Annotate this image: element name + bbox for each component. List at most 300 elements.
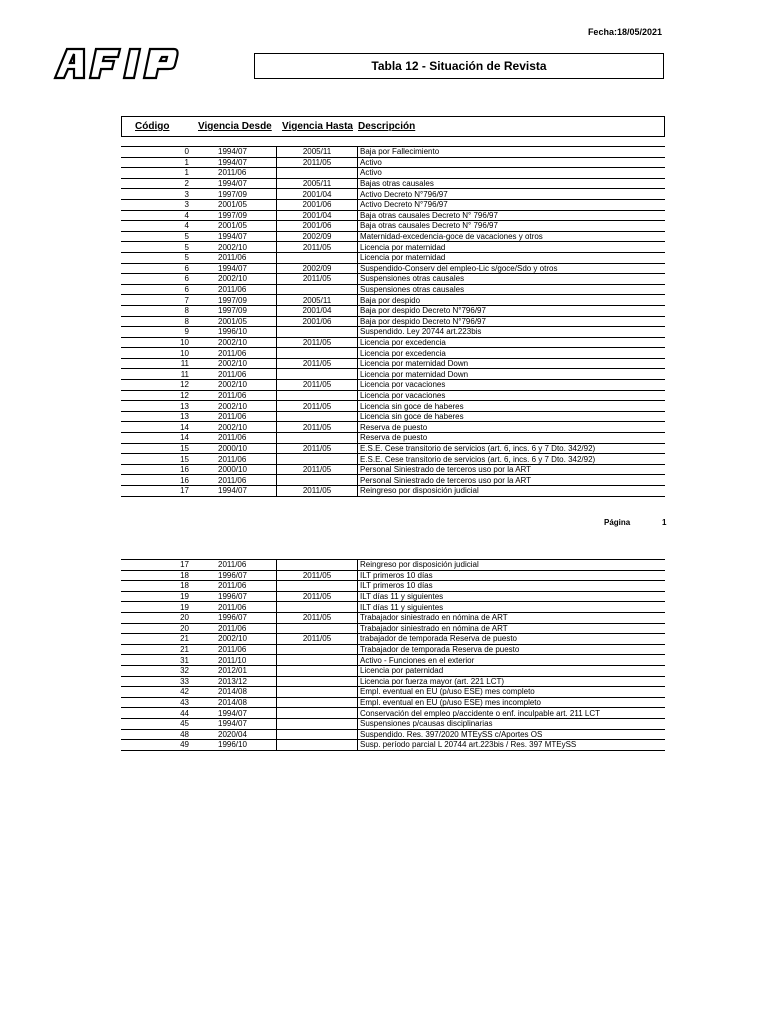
row-descripcion: Licencia por excedencia [358,337,666,348]
row-codigo: 16 [121,475,190,486]
row-descripcion: Reserva de puesto [358,422,666,433]
table-row [121,464,665,475]
row-vigencia-desde [190,305,277,316]
row-vigencia-hasta: 2011/05 [277,337,358,348]
row-vigencia-hasta [277,602,358,613]
row-vigencia-desde-value: 2011/06 [218,390,247,400]
table-row [121,454,665,465]
row-vigencia-desde-value: 1996/10 [218,327,247,337]
row-vigencia-desde-value: 1994/07 [218,263,247,273]
row-vigencia-desde-value: 1996/07 [218,570,247,580]
row-vigencia-hasta [277,665,358,676]
table-row [121,358,665,369]
table-row [121,634,665,645]
row-descripcion: Trabajador de temporada Reserva de puesto [358,644,666,655]
row-vigencia-desde-value: 2000/10 [218,443,247,453]
row-vigencia-hasta: 2011/05 [277,401,358,412]
row-codigo: 19 [121,602,190,613]
row-vigencia-desde-value: 1997/09 [218,210,247,220]
row-descripcion: Conservación del empleo p/accidente o enf. inculpable art. 211 LCT [358,708,666,719]
row-vigencia-desde-value: 1997/09 [218,306,247,316]
table-row [121,475,665,486]
row-vigencia-desde-value: 2002/10 [218,337,247,347]
column-descripcion: Descripción [358,121,416,132]
row-vigencia-desde [190,454,277,465]
row-descripcion: Baja por despido [358,295,666,306]
row-vigencia-desde [190,295,277,306]
row-vigencia-desde-value: 2011/06 [218,348,247,358]
row-codigo: 14 [121,422,190,433]
row-vigencia-desde [190,189,277,200]
row-vigencia-desde [190,178,277,189]
row-descripcion: Suspendido. Ley 20744 art.223bis [358,327,666,338]
row-vigencia-desde-value: 2020/04 [218,729,247,739]
row-vigencia-hasta: 2011/05 [277,380,358,391]
table-row [121,581,665,592]
table-row [121,740,665,751]
row-vigencia-desde [190,443,277,454]
row-codigo: 12 [121,390,190,401]
row-vigencia-desde [190,147,277,158]
table-row [121,157,665,168]
table-row [121,147,665,158]
row-codigo: 17 [121,486,190,497]
row-vigencia-desde [190,634,277,645]
column-codigo: Código [135,121,170,132]
row-descripcion: Activo Decreto N°796/97 [358,199,666,210]
row-codigo: 3 [121,189,190,200]
row-vigencia-desde [190,242,277,253]
row-codigo: 18 [121,581,190,592]
row-vigencia-desde-value: 1997/09 [218,189,247,199]
table-row [121,676,665,687]
row-vigencia-hasta [277,655,358,666]
row-vigencia-desde-value: 2013/12 [218,676,247,686]
row-codigo: 6 [121,274,190,285]
row-codigo: 1 [121,157,190,168]
row-codigo: 4 [121,210,190,221]
row-vigencia-desde-value: 2002/10 [218,274,247,284]
row-vigencia-desde-value: 2011/06 [218,560,247,570]
row-vigencia-desde-value: 1994/07 [218,232,247,242]
table-row [121,380,665,391]
table-row [121,422,665,433]
row-descripcion: Personal Siniestrado de terceros uso por la ART [358,475,666,486]
row-vigencia-desde-value: 2002/10 [218,242,247,252]
row-vigencia-desde [190,369,277,380]
row-vigencia-hasta: 2005/11 [277,178,358,189]
row-vigencia-hasta [277,687,358,698]
row-descripcion: ILT primeros 10 días [358,581,666,592]
table-row [121,443,665,454]
row-codigo: 4 [121,221,190,232]
row-vigencia-hasta: 2011/05 [277,157,358,168]
row-vigencia-hasta: 2001/04 [277,210,358,221]
row-codigo: 17 [121,560,190,571]
row-vigencia-hasta: 2011/05 [277,591,358,602]
row-vigencia-desde [190,740,277,751]
table-row [121,316,665,327]
row-descripcion: Maternidad-excedencia-goce de vacaciones y otros [358,231,666,242]
row-descripcion: ILT primeros 10 días [358,570,666,581]
row-vigencia-hasta: 2005/11 [277,147,358,158]
table-row [121,718,665,729]
situacion-table-page-2 [121,559,665,751]
row-codigo: 8 [121,316,190,327]
row-descripcion: Empl. eventual en EU (p/uso ESE) mes completo [358,687,666,698]
row-vigencia-hasta [277,454,358,465]
row-vigencia-desde-value: 2002/10 [218,380,247,390]
row-vigencia-hasta: 2011/05 [277,486,358,497]
row-vigencia-hasta: 2011/05 [277,242,358,253]
row-vigencia-hasta [277,708,358,719]
row-vigencia-desde-value: 2011/06 [218,602,247,612]
row-codigo: 11 [121,358,190,369]
row-codigo: 8 [121,305,190,316]
row-vigencia-desde-value: 2011/06 [218,433,247,443]
situacion-table-page-1 [121,146,665,497]
row-codigo: 6 [121,284,190,295]
table-row [121,602,665,613]
row-codigo: 15 [121,443,190,454]
row-vigencia-hasta [277,623,358,634]
table-row [121,729,665,740]
row-vigencia-hasta [277,560,358,571]
table-row [121,263,665,274]
row-codigo: 5 [121,231,190,242]
row-vigencia-hasta [277,729,358,740]
row-vigencia-hasta: 2002/09 [277,231,358,242]
row-vigencia-desde [190,337,277,348]
row-vigencia-desde-value: 2014/08 [218,687,247,697]
table-row [121,252,665,263]
row-descripcion: Baja por despido Decreto N°796/97 [358,316,666,327]
table-row [121,390,665,401]
table-row [121,411,665,422]
row-codigo: 43 [121,697,190,708]
row-vigencia-hasta [277,475,358,486]
row-vigencia-hasta: 2001/06 [277,199,358,210]
row-vigencia-desde [190,284,277,295]
row-vigencia-hasta [277,411,358,422]
row-vigencia-desde [190,570,277,581]
row-vigencia-desde-value: 2001/05 [218,221,247,231]
row-vigencia-desde [190,676,277,687]
row-vigencia-desde [190,560,277,571]
row-vigencia-hasta [277,697,358,708]
row-vigencia-desde-value: 2011/06 [218,285,247,295]
row-descripcion: Trabajador siniestrado en nómina de ART [358,612,666,623]
table-row [121,697,665,708]
table-row [121,570,665,581]
row-descripcion: Baja por Fallecimiento [358,147,666,158]
row-vigencia-desde [190,433,277,444]
row-vigencia-desde-value: 2012/01 [218,666,247,676]
row-descripcion: Licencia sin goce de haberes [358,411,666,422]
row-vigencia-hasta [277,740,358,751]
row-vigencia-desde-value: 2011/06 [218,581,247,591]
row-vigencia-desde-value: 1994/07 [218,157,247,167]
row-codigo: 5 [121,252,190,263]
afip-logo [52,45,180,81]
table-row [121,369,665,380]
row-codigo: 1 [121,168,190,179]
row-descripcion: Baja otras causales Decreto N° 796/97 [358,221,666,232]
row-codigo: 10 [121,348,190,359]
row-descripcion: Licencia por vacaciones [358,380,666,391]
table-row [121,687,665,698]
row-vigencia-desde [190,411,277,422]
row-vigencia-hasta [277,168,358,179]
row-descripcion: Reingreso por disposición judicial [358,560,666,571]
row-vigencia-desde-value: 2011/06 [218,369,247,379]
report-date: Fecha:18/05/2021 [587,27,662,37]
table-row [121,348,665,359]
row-vigencia-desde [190,358,277,369]
row-vigencia-desde-value: 1996/10 [218,740,247,750]
row-vigencia-desde-value: 2011/06 [218,623,247,633]
row-codigo: 32 [121,665,190,676]
row-vigencia-hasta: 2011/05 [277,612,358,623]
row-vigencia-desde-value: 2011/06 [218,645,247,655]
row-codigo: 10 [121,337,190,348]
row-vigencia-desde-value: 2002/10 [218,634,247,644]
row-codigo: 13 [121,401,190,412]
row-descripcion: ILT días 11 y siguientes [358,591,666,602]
row-descripcion: Personal Siniestrado de terceros uso por la ART [358,464,666,475]
row-descripcion: Suspensiones otras causales [358,284,666,295]
row-codigo: 48 [121,729,190,740]
row-descripcion: E.S.E. Cese transitorio de servicios (art. 6, incs. 6 y 7 Dto. 342/92) [358,443,666,454]
row-codigo: 49 [121,740,190,751]
row-codigo: 44 [121,708,190,719]
page-label: Página [604,518,631,527]
row-vigencia-desde-value: 2002/10 [218,359,247,369]
row-vigencia-hasta: 2001/06 [277,316,358,327]
row-vigencia-desde-value: 1997/09 [218,295,247,305]
row-vigencia-hasta [277,676,358,687]
row-vigencia-desde-value: 2011/06 [218,412,247,422]
row-vigencia-hasta [277,284,358,295]
row-descripcion: Susp. período parcial L 20744 art.223bis / Res. 397 MTEySS [358,740,666,751]
row-descripcion: Suspensiones p/causas disciplinarias [358,718,666,729]
table-row [121,168,665,179]
row-vigencia-desde [190,708,277,719]
row-vigencia-desde [190,316,277,327]
row-vigencia-desde [190,644,277,655]
row-codigo: 21 [121,644,190,655]
row-codigo: 18 [121,570,190,581]
row-vigencia-hasta [277,433,358,444]
row-codigo: 13 [121,411,190,422]
row-vigencia-desde [190,612,277,623]
row-descripcion: Licencia por maternidad [358,242,666,253]
table-row [121,337,665,348]
row-vigencia-hasta: 2011/05 [277,274,358,285]
column-vigencia-desde: Vigencia Desde [198,121,272,132]
row-vigencia-desde-value: 2011/06 [218,253,247,263]
row-vigencia-desde [190,697,277,708]
table-row [121,231,665,242]
row-vigencia-desde [190,390,277,401]
row-vigencia-desde [190,464,277,475]
row-vigencia-hasta: 2011/05 [277,570,358,581]
table-row [121,612,665,623]
row-vigencia-desde-value: 1994/07 [218,708,247,718]
table-row [121,242,665,253]
table-row [121,210,665,221]
row-vigencia-desde [190,263,277,274]
row-vigencia-desde [190,210,277,221]
table-row [121,305,665,316]
row-codigo: 2 [121,178,190,189]
row-vigencia-hasta [277,644,358,655]
row-vigencia-hasta: 2002/09 [277,263,358,274]
row-vigencia-desde-value: 2011/06 [218,454,247,464]
table-row [121,178,665,189]
row-codigo: 11 [121,369,190,380]
row-vigencia-desde [190,655,277,666]
row-codigo: 9 [121,327,190,338]
table-row [121,433,665,444]
row-codigo: 42 [121,687,190,698]
row-descripcion: Baja por despido Decreto N°796/97 [358,305,666,316]
row-descripcion: Licencia por maternidad Down [358,369,666,380]
table-row [121,591,665,602]
row-codigo: 15 [121,454,190,465]
row-vigencia-hasta [277,252,358,263]
row-vigencia-desde-value: 2001/05 [218,200,247,210]
row-descripcion: Baja otras causales Decreto N° 796/97 [358,210,666,221]
row-vigencia-desde [190,221,277,232]
row-vigencia-hasta: 2001/04 [277,189,358,200]
row-descripcion: Suspensiones otras causales [358,274,666,285]
row-codigo: 19 [121,591,190,602]
row-vigencia-desde-value: 1994/07 [218,147,247,157]
row-vigencia-desde-value: 1996/07 [218,592,247,602]
row-descripcion: E.S.E. Cese transitorio de servicios (art. 6, incs. 6 y 7 Dto. 342/92) [358,454,666,465]
row-vigencia-desde [190,327,277,338]
row-vigencia-desde-value: 2002/10 [218,422,247,432]
row-descripcion: Activo [358,157,666,168]
row-vigencia-desde-value: 2001/05 [218,316,247,326]
row-vigencia-desde [190,348,277,359]
row-vigencia-hasta: 2001/04 [277,305,358,316]
row-vigencia-hasta: 2011/05 [277,464,358,475]
table-row [121,623,665,634]
row-descripcion: ILT días 11 y siguientes [358,602,666,613]
column-header [121,116,665,137]
row-descripcion: Licencia por vacaciones [358,390,666,401]
row-descripcion: Licencia sin goce de haberes [358,401,666,412]
table-row [121,644,665,655]
row-codigo: 33 [121,676,190,687]
report-title: Tabla 12 - Situación de Revista [254,53,664,79]
table-row [121,274,665,285]
row-vigencia-desde [190,157,277,168]
row-vigencia-hasta: 2011/05 [277,443,358,454]
row-codigo: 20 [121,623,190,634]
column-vigencia-hasta: Vigencia Hasta [282,121,353,132]
row-codigo: 6 [121,263,190,274]
row-codigo: 31 [121,655,190,666]
row-vigencia-desde [190,591,277,602]
row-codigo: 3 [121,199,190,210]
row-vigencia-hasta [277,369,358,380]
table-row [121,221,665,232]
row-vigencia-desde [190,665,277,676]
row-descripcion: Suspendido. Res. 397/2020 MTEySS c/Aportes OS [358,729,666,740]
row-vigencia-hasta: 2011/05 [277,358,358,369]
row-vigencia-hasta: 2005/11 [277,295,358,306]
row-vigencia-hasta [277,327,358,338]
row-vigencia-desde-value: 2011/06 [218,168,247,178]
row-vigencia-hasta [277,348,358,359]
row-vigencia-desde [190,199,277,210]
page-number: 1 [662,518,667,527]
row-codigo: 21 [121,634,190,645]
table-row [121,665,665,676]
row-vigencia-hasta [277,581,358,592]
row-vigencia-desde [190,422,277,433]
row-codigo: 45 [121,718,190,729]
table-row [121,284,665,295]
row-codigo: 0 [121,147,190,158]
row-codigo: 7 [121,295,190,306]
row-vigencia-desde-value: 1994/07 [218,719,247,729]
row-vigencia-desde-value: 1996/07 [218,613,247,623]
row-vigencia-desde [190,401,277,412]
row-descripcion: Empl. eventual en EU (p/uso ESE) mes incompleto [358,697,666,708]
table-row [121,189,665,200]
row-vigencia-desde [190,274,277,285]
row-codigo: 16 [121,464,190,475]
row-descripcion: Bajas otras causales [358,178,666,189]
row-vigencia-desde [190,475,277,486]
row-codigo: 14 [121,433,190,444]
row-descripcion: Licencia por excedencia [358,348,666,359]
row-vigencia-desde [190,623,277,634]
row-vigencia-desde [190,581,277,592]
row-vigencia-desde [190,231,277,242]
row-descripcion: Activo - Funciones en el exterior [358,655,666,666]
row-vigencia-hasta [277,390,358,401]
row-descripcion: Licencia por paternidad [358,665,666,676]
row-vigencia-desde-value: 2011/10 [218,655,247,665]
row-vigencia-desde-value: 1994/07 [218,486,247,496]
row-descripcion: Licencia por maternidad [358,252,666,263]
row-codigo: 12 [121,380,190,391]
row-descripcion: Trabajador siniestrado en nómina de ART [358,623,666,634]
table-row [121,560,665,571]
row-vigencia-desde [190,729,277,740]
row-vigencia-desde [190,486,277,497]
row-codigo: 20 [121,612,190,623]
row-descripcion: Activo Decreto N°796/97 [358,189,666,200]
row-vigencia-hasta [277,718,358,729]
table-row [121,708,665,719]
table-row [121,327,665,338]
row-vigencia-hasta: 2011/05 [277,634,358,645]
row-vigencia-desde [190,380,277,391]
row-vigencia-desde [190,602,277,613]
row-vigencia-desde [190,718,277,729]
row-descripcion: Reserva de puesto [358,433,666,444]
row-vigencia-desde-value: 1994/07 [218,179,247,189]
row-vigencia-desde-value: 2002/10 [218,401,247,411]
table-row [121,295,665,306]
row-descripcion: Licencia por fuerza mayor (art. 221 LCT) [358,676,666,687]
